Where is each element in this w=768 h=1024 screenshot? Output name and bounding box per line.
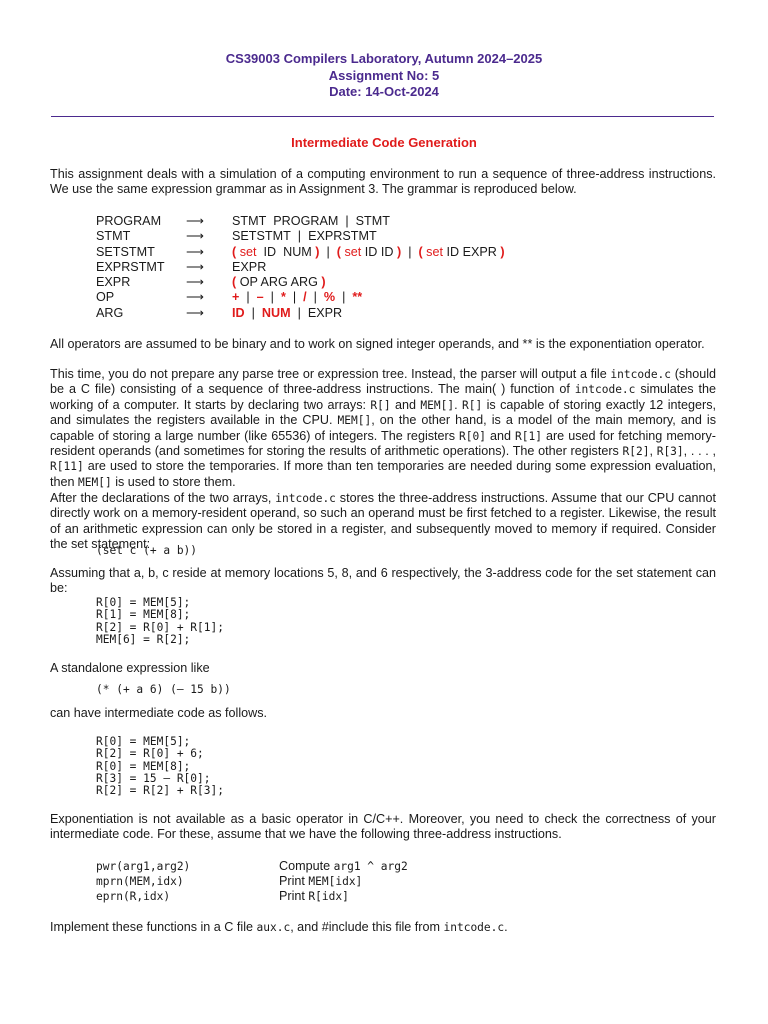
function-row: eprn(R,idx) Print R[idx] [96,889,349,903]
page-title: Intermediate Code Generation [291,135,477,150]
arrow-icon: ⟶ [186,244,205,259]
function-row: mprn(MEM,idx) Print MEM[idx] [96,874,363,888]
arrow-icon: ⟶ [186,259,205,274]
assignment-date: Date: 14-Oct-2024 [329,84,439,99]
arrow-icon: ⟶ [186,275,205,290]
grammar-rule-op: OP ⟶ + | – | * | / | % | ** [96,290,363,305]
code-expression: (* (+ a 6) (– 15 b)) [96,683,231,696]
arrow-icon: ⟶ [186,290,205,305]
can-have-paragraph: can have intermediate code as follows. [50,706,268,720]
arrow-icon: ⟶ [186,229,205,244]
function-row: pwr(arg1,arg2) Compute arg1 ^ arg2 [96,859,408,873]
assignment-number: Assignment No: 5 [328,67,440,83]
grammar-rule-program: PROGRAM ⟶ STMT PROGRAM | STMT [96,214,390,228]
grammar-rule-exprstmt: EXPRSTMT ⟶ EXPR [96,259,267,274]
grammar-rule-expr: EXPR ⟶ ( OP ARG ARG ) [96,275,326,290]
arrow-icon: ⟶ [186,305,205,320]
operators-paragraph: All operators are assumed to be binary and to work on signed integer operands, and ** is the exponentiation operator. [50,337,705,351]
parser-paragraph: This time, you do not prepare any parse tree or expression tree. Instead, the parser will output a file intcode.c (should be a C file) consisting of a sequence of three-address instructions. The main( ) function of intcode.c simulates the working of a computer. It starts by declaring two arrays: R[] and MEM[]. R[] is capable of storing exactly 12 integers, and simulates the registers available in the CPU. MEM[], on the other hand, is a model of the main memory, and is capable of storing a large number (like 65536) of integers. The registers R[0] and R[1] are used for fetching memory-resident operands (and sometimes for storing the results of arithmetic operations). The other registers R[2], R[3], . . . , R[11] are used to store the temporaries. If more than ten temporaries are needed during some expression evaluation, then MEM[] is used to store them. [50,367,717,489]
standalone-paragraph: A standalone expression like [50,661,210,675]
code-set-statement: (set c (+ a b)) [96,544,198,557]
declarations-paragraph: After the declarations of the two arrays, intcode.c stores the three-address instructions. Assume that our CPU cannot directly work on a memory-resident operand, so such an operand must be first fetched to a register. Likewise, the result of an arithmetic expression can only be stored in a register, and subsequently moved to memory if required. Consider the set statement: [50,491,716,552]
course-title: CS39003 Compilers Laboratory, Autumn 2024–2025 [225,51,543,66]
assuming-paragraph: Assuming that a, b, c reside at memory locations 5, 8, and 6 respectively, the 3-address code for the set statement can be: [50,566,716,596]
code-expression-three-address: R[0] = MEM[5]; R[2] = R[0] + 6; R[0] = MEM[8]; R[3] = 15 – R[0]; R[2] = R[2] + R[3]; [96,735,224,798]
arrow-icon: ⟶ [186,214,205,228]
code-set-three-address: R[0] = MEM[5]; R[1] = MEM[8]; R[2] = R[0] + R[1]; MEM[6] = R[2]; [96,596,224,646]
document-header [0,51,768,101]
implement-paragraph: Implement these functions in a C file aux.c, and #include this file from intcode.c. [50,920,508,934]
grammar-rule-setstmt: SETSTMT ⟶ ( set ID NUM ) | ( set ID ID ) | ( set ID EXPR ) [96,244,505,259]
grammar-block [96,214,505,321]
grammar-rule-arg: ARG ⟶ ID | NUM | EXPR [96,305,343,320]
grammar-rule-stmt: STMT ⟶ SETSTMT | EXPRSTMT [96,229,377,244]
function-table [96,859,408,904]
header-divider [51,116,714,117]
intro-paragraph: This assignment deals with a simulation of a computing environment to run a sequence of three-address instructions. We use the same expression grammar as in Assignment 3. The grammar is reproduced below. [50,167,716,197]
exponentiation-paragraph: Exponentiation is not available as a basic operator in C/C++. Moreover, you need to check the correctness of your intermediate code. For these, assume that we have the following three-address instructions. [50,812,716,842]
